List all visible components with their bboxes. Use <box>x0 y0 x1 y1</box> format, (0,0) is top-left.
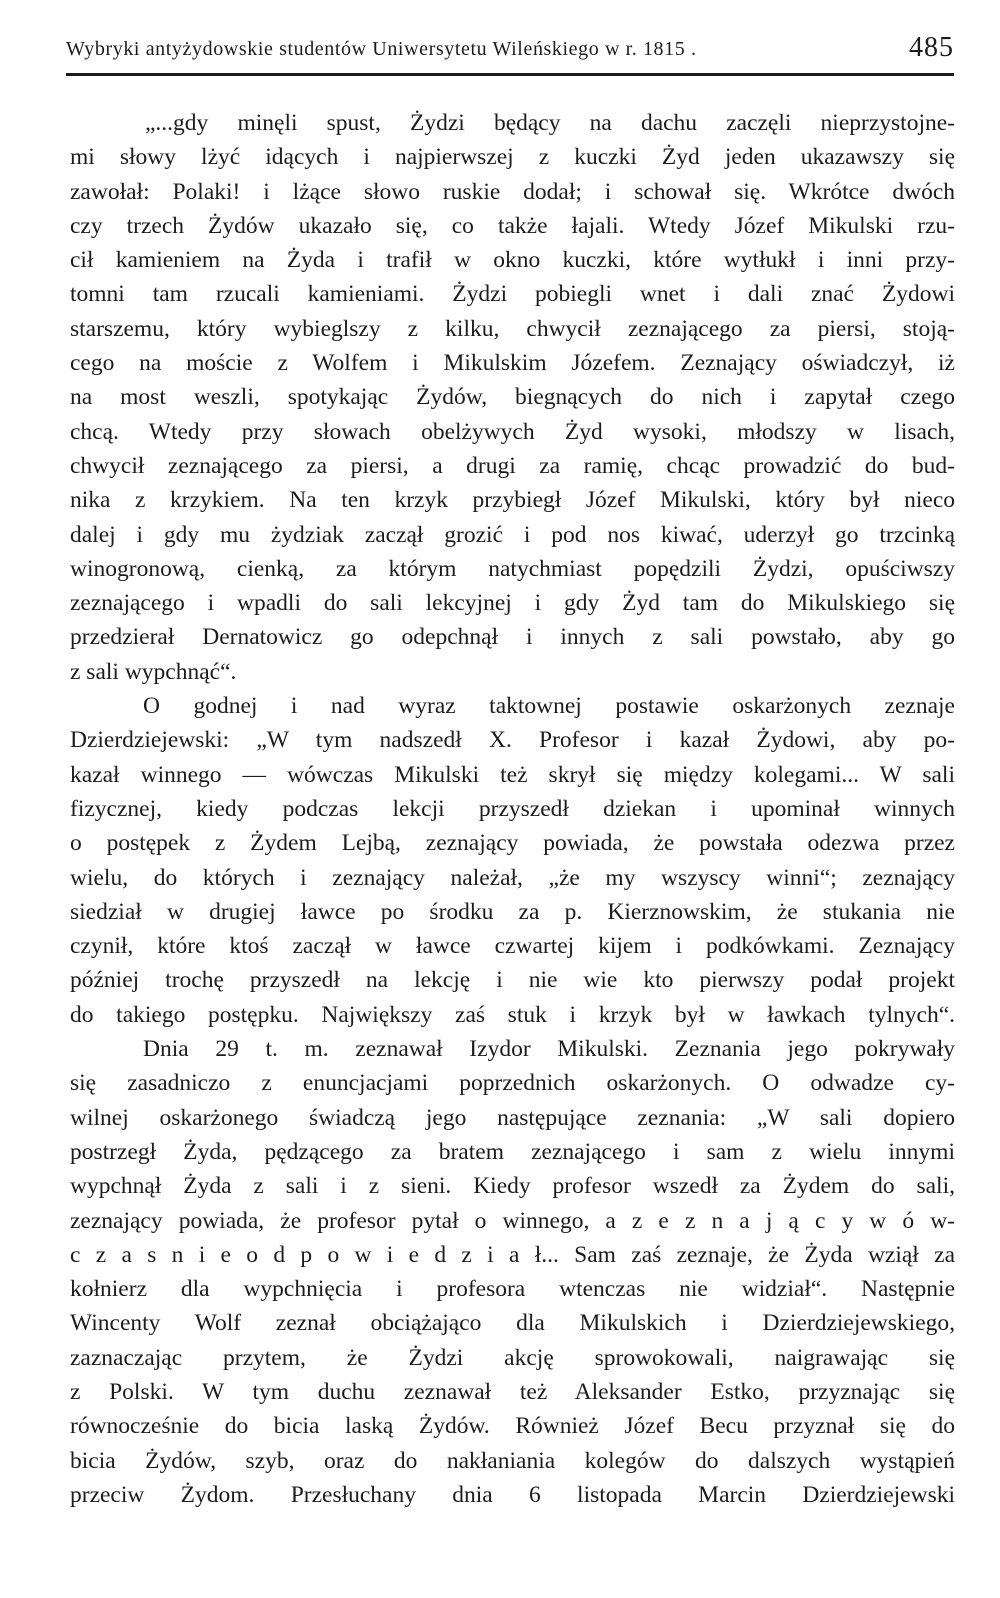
text-line: zaznaczając przytem, że Żydzi akcję sprowokowali, naigrawając się <box>70 1344 955 1371</box>
text-line: wilnej oskarżonego świadczą jego następujące zeznania: „W sali dopiero <box>70 1104 955 1131</box>
text-line: nika z krzykiem. Na ten krzyk przybiegł Józef Mikulski, który był nieco <box>70 487 955 514</box>
text-line: siedział w drugiej ławce po środku za p. Kierznowskim, że stukania nie <box>70 898 955 925</box>
text-line: zeznający powiada, że profesor pytał o winnego, a z e z n a j ą c y w ó w- <box>70 1207 955 1234</box>
text-line: na most weszli, spotykając Żydów, biegnących do nich i zapytał czego <box>70 384 955 411</box>
running-head <box>66 32 954 66</box>
body-text <box>70 106 955 1512</box>
text-line: tomni tam rzucali kamieniami. Żydzi pobiegli wnet i dali znać Żydowi <box>70 281 955 308</box>
text-line: się zasadniczo z enuncjacjami poprzednich oskarżonych. O odwadze cy- <box>70 1070 955 1097</box>
text-line: wielu, do których i zeznający należał, „że my wszyscy winni“; zeznający <box>70 864 955 891</box>
text-line: z Polski. W tym duchu zeznawał też Aleksander Estko, przyznając się <box>70 1378 955 1405</box>
text-line: czy trzech Żydów ukazało się, co także łajali. Wtedy Józef Mikulski rzu- <box>70 212 955 239</box>
text-line: chcą. Wtedy przy słowach obelżywych Żyd wysoki, młodszy w lisach, <box>70 418 955 445</box>
text-line: Wincenty Wolf zeznał obciążająco dla Mikulskich i Dzierdziejewskiego, <box>70 1310 955 1337</box>
text-line: wypchnął Żyda z sali i z sieni. Kiedy profesor wszedł za Żydem do sali, <box>70 1173 955 1200</box>
text-line: Dnia 29 t. m. zeznawał Izydor Mikulski. Zeznania jego pokrywały <box>143 1036 955 1063</box>
text-line: czynił, które ktoś zaczął w ławce czwartej kijem i podkówkami. Zeznający <box>70 933 955 960</box>
text-line: do takiego postępku. Największy zaś stuk i krzyk był w ławkach tylnych“. <box>70 1001 955 1028</box>
text-line: chwycił zeznającego za piersi, a drugi za ramię, chcąc prowadzić do bud- <box>70 452 955 479</box>
text-line: winogronową, cienką, za którym natychmiast popędzili Żydzi, opuściwszy <box>70 555 955 582</box>
text-line: z sali wypchnąć“. <box>70 658 237 685</box>
text-line: O godnej i nad wyraz taktownej postawie oskarżonych zeznaje <box>143 693 955 720</box>
text-line: kazał winnego — wówczas Mikulski też skrył się między kolegami... W sali <box>70 761 955 788</box>
text-line: fizycznej, kiedy podczas lekcji przyszedł dziekan i upominał winnych <box>70 795 955 822</box>
text-line: c z a s n i e o d p o w i e d z i a ł... Sam zaś zeznaje, że Żyda wziął za <box>70 1241 955 1268</box>
text-line: przeciw Żydom. Przesłuchany dnia 6 listopada Marcin Dzierdziejewski <box>70 1481 955 1508</box>
text-line: postrzegł Żyda, pędzącego za bratem zeznającego i sam z wielu innymi <box>70 1138 955 1165</box>
text-line: starszemu, który wybieglszy z kilku, chwycił zeznającego za piersi, stoją- <box>70 315 955 342</box>
text-line: przedzierał Dernatowicz go odepchnął i innych z sali powstało, aby go <box>70 624 955 651</box>
text-line: później trochę przyszedł na lekcję i nie wie kto pierwszy podał projekt <box>70 967 955 994</box>
text-line: Dzierdziejewski: „W tym nadszedł X. Profesor i kazał Żydowi, aby po- <box>70 727 955 754</box>
text-line: dalej i gdy mu żydziak zaczął grozić i pod nos kiwać, uderzył go trzcinką <box>70 521 955 548</box>
text-line: mi słowy lżyć idących i najpierwszej z kuczki Żyd jeden ukazawszy się <box>70 144 955 171</box>
header-rule <box>66 73 954 76</box>
text-line: równocześnie do bicia laską Żydów. Również Józef Becu przyznał się do <box>70 1413 955 1440</box>
text-line: cego na moście z Wolfem i Mikulskim Józefem. Zeznający oświadczył, iż <box>70 350 955 377</box>
running-title: Wybryki antyżydowskie studentów Uniwersytetu Wileńskiego w r. 1815 . <box>66 38 697 60</box>
text-line: zawołał: Polaki! i lżące słowo ruskie dodał; i schował się. Wkrótce dwóch <box>70 178 955 205</box>
text-line: o postępek z Żydem Lejbą, zeznający powiada, że powstała odezwa przez <box>70 830 955 857</box>
text-line: kołnierz dla wypchnięcia i profesora wtenczas nie widział“. Następnie <box>70 1276 955 1303</box>
text-line: cił kamieniem na Żyda i trafił w okno kuczki, które wytłukł i inni przy- <box>70 247 955 274</box>
text-line: „...gdy minęli spust, Żydzi będący na dachu zaczęli nieprzystojne- <box>145 110 955 136</box>
page-number: 485 <box>909 32 954 63</box>
text-line: bicia Żydów, szyb, oraz do nakłaniania kolegów do dalszych wystąpień <box>70 1447 955 1474</box>
text-line: zeznającego i wpadli do sali lekcyjnej i gdy Żyd tam do Mikulskiego się <box>70 590 955 617</box>
